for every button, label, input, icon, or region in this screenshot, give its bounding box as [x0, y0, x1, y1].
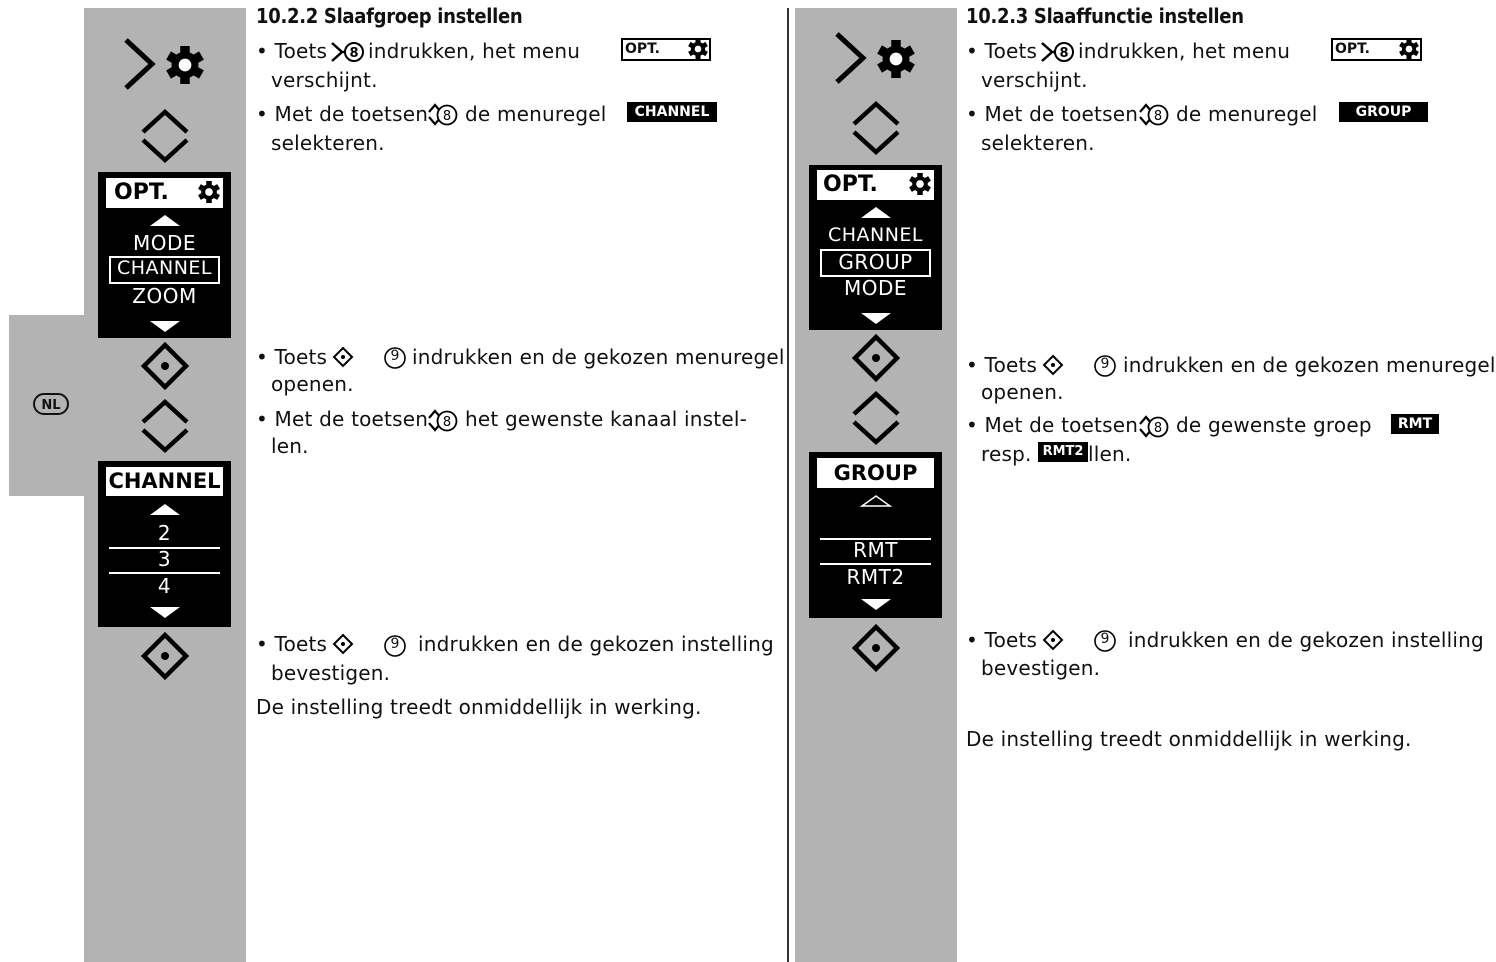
step-text: bevestigen. — [981, 656, 1101, 680]
rmt-display-tag: RMT — [1391, 414, 1439, 434]
menu-item-channel: CHANNEL — [827, 224, 924, 246]
arrow-down-icon — [861, 598, 891, 612]
step-text: selekteren. — [271, 131, 385, 155]
arrow-up-icon — [150, 503, 180, 517]
step-text: de menuregel — [465, 102, 607, 126]
step-text: • Met de toetsen — [256, 102, 429, 126]
key-number: 9 — [390, 636, 400, 652]
chevron-right-icon — [118, 36, 158, 92]
menu-item-channel: CHANNEL — [116, 257, 213, 279]
gear-icon — [1399, 39, 1419, 59]
section-heading: 10.2.3 Slaaffunctie instellen — [966, 4, 1244, 28]
section-heading: 10.2.2 Slaafgroep instellen — [256, 4, 523, 28]
updown-arrows-icon — [850, 100, 902, 156]
step-text: verschijnt. — [271, 68, 378, 92]
gear-icon — [166, 46, 204, 84]
step-text: resp. — [981, 442, 1032, 466]
gear-icon — [877, 40, 915, 78]
step-text: • Toets — [966, 39, 1038, 63]
diamond-confirm-icon — [852, 624, 900, 672]
step-text: • Toets — [256, 632, 328, 656]
step-text: indrukken en de gekozen instelling — [1128, 628, 1484, 652]
step-text: • Toets — [966, 628, 1038, 652]
updown-arrows-icon — [139, 108, 191, 164]
opt-tag-label: OPT. — [1335, 41, 1370, 57]
diamond-key-icon — [1042, 354, 1066, 376]
arrow-down-icon — [150, 606, 180, 620]
svg-text:8: 8 — [349, 46, 359, 61]
opt-menu-screen — [809, 165, 942, 330]
column-divider — [787, 8, 789, 962]
diamond-confirm-icon — [141, 632, 189, 680]
group-value-selected: RMT — [853, 538, 898, 562]
arrow-up-outline-icon — [861, 494, 891, 508]
step-text: het gewenste kanaal instel- — [465, 407, 748, 431]
group-display-tag: GROUP — [1339, 102, 1428, 122]
menu-item-group: GROUP — [838, 250, 913, 274]
channel-value: 2 — [157, 521, 172, 545]
step-text: len. — [271, 434, 309, 458]
diamond-confirm-icon — [141, 342, 189, 390]
channel-value-selected: 3 — [157, 547, 172, 571]
step-text: de gewenste groep — [1176, 413, 1372, 437]
step-text: indrukken en de gekozen instelling — [418, 632, 774, 656]
diamond-key-icon — [332, 633, 356, 655]
opt-tag-label: OPT. — [625, 41, 660, 57]
diamond-confirm-icon — [852, 334, 900, 382]
key-number: 9 — [1100, 356, 1110, 372]
updown-key-icon — [426, 407, 460, 433]
screen-header: CHANNEL — [106, 467, 223, 496]
key-number: 9 — [1100, 631, 1110, 647]
step-text: indrukken, het menu — [1078, 39, 1291, 63]
screen-header-label: OPT. — [114, 180, 169, 205]
step-text: indrukken, het menu — [368, 39, 581, 63]
opt-menu-screen — [98, 172, 231, 338]
step-text: • Met de toetsen — [966, 413, 1139, 437]
diamond-key-icon — [332, 346, 356, 368]
arrow-up-icon — [150, 214, 180, 228]
group-screen — [809, 452, 942, 618]
screen-header: GROUP — [817, 458, 934, 488]
gear-icon — [198, 181, 220, 203]
channel-screen — [98, 461, 231, 627]
step-text: indrukken en de gekozen menuregel — [412, 345, 785, 369]
footer-note: De instelling treedt onmiddellijk in werking. — [966, 727, 1412, 751]
language-badge: NL — [33, 393, 69, 415]
svg-text:8: 8 — [1059, 46, 1069, 61]
arrow-down-icon — [150, 320, 180, 334]
arrow-down-icon — [861, 312, 891, 326]
arrow-up-icon — [861, 206, 891, 220]
footer-note: De instelling treedt onmiddellijk in werking. — [256, 695, 702, 719]
svg-text:8: 8 — [1153, 421, 1163, 436]
menu-item-mode: MODE — [843, 276, 908, 300]
chevron-right-icon — [829, 30, 869, 86]
rmt2-display-tag: RMT2 — [1038, 442, 1088, 462]
updown-key-icon — [1137, 101, 1171, 127]
step-text: selekteren. — [981, 131, 1095, 155]
step-text: verschijnt. — [981, 68, 1088, 92]
gear-icon — [909, 173, 931, 195]
step-text: • Toets — [256, 345, 328, 369]
channel-value: 4 — [157, 574, 172, 598]
step-text: openen. — [981, 380, 1064, 404]
updown-key-icon — [426, 101, 460, 127]
diamond-key-icon — [1042, 629, 1066, 651]
step-text: • Met de toetsen — [256, 407, 429, 431]
svg-text:8: 8 — [442, 109, 452, 124]
step-text: openen. — [271, 372, 354, 396]
step-text: indrukken en de gekozen menuregel — [1123, 353, 1496, 377]
step-text: de menuregel — [1176, 102, 1318, 126]
menu-key-icon — [330, 40, 370, 64]
step-text: • Met de toetsen — [966, 102, 1139, 126]
menu-item-zoom: ZOOM — [132, 284, 197, 308]
svg-text:8: 8 — [442, 415, 452, 430]
screen-header-label: OPT. — [823, 172, 878, 197]
step-text: • Toets — [966, 353, 1038, 377]
key-number: 9 — [390, 348, 400, 364]
group-value: RMT2 — [846, 565, 905, 589]
channel-display-tag: CHANNEL — [627, 102, 717, 122]
updown-key-icon — [1137, 413, 1171, 439]
step-text: llen. — [1088, 442, 1132, 466]
updown-arrows-icon — [850, 390, 902, 446]
menu-item-mode: MODE — [132, 231, 197, 255]
step-text: • Toets — [256, 39, 328, 63]
gear-icon — [688, 39, 708, 59]
menu-key-icon — [1040, 40, 1080, 64]
svg-text:8: 8 — [1153, 109, 1163, 124]
updown-arrows-icon — [139, 398, 191, 454]
step-text: bevestigen. — [271, 661, 391, 685]
